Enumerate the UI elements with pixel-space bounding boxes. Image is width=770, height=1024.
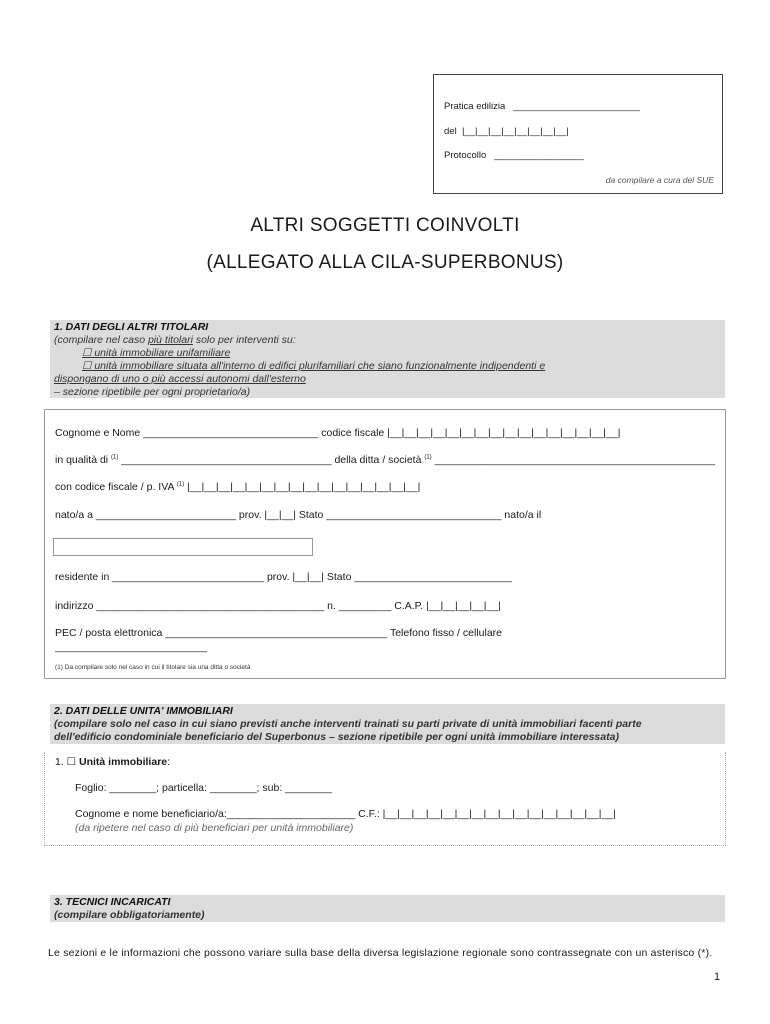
office-note: da compilare a cura del SUE — [605, 175, 714, 185]
residente-row[interactable]: residente in __________________________ prov. |__|__| Stato ___________________________ — [55, 571, 512, 583]
pratica-label: Pratica edilizia — [444, 101, 506, 112]
del-line[interactable]: |__|__|__|__|__|__|__|__| — [461, 126, 569, 137]
section-1-subtitle: (compilare nel caso più titolari solo per interventi su: — [54, 334, 296, 346]
codice-fiscale-piva-row[interactable]: con codice fiscale / p. IVA $^{(1)}$ |__|__|__|__|__|__|__|__|__|__|__|__|__|__|__|__| — [55, 481, 421, 493]
beneficiario-row[interactable]: Cognome e nome beneficiario/a:______________________ C.F.: |__|__|__|__|__|__|__|__|__|__|__|__|__|__|__|__| — [75, 808, 616, 820]
pec-telefono-row[interactable]: PEC / posta elettronica ______________________________________ Telefono fisso / cellulare — [55, 627, 502, 639]
beneficiario-note: (da ripetere nel caso di più beneficiari per unità immobiliare) — [75, 822, 354, 834]
section-1-header — [50, 320, 725, 398]
section-2-subtitle-2: dell'edificio condominiale beneficiario del Superbonus – sezione ripetibile per ogni unità immobiliare interessata) — [54, 731, 619, 743]
del-row[interactable] — [444, 126, 569, 137]
section-2-title: 2. DATI DELLE UNITA' IMMOBILIARI — [54, 705, 233, 717]
section-1-title: 1. DATI DEGLI ALTRI TITOLARI — [54, 321, 209, 333]
section-1-option-plurifamiliare[interactable]: ☐ unità immobiliare situata all'interno di edifici plurifamiliari che siano funzionalmente indipendenti e — [82, 360, 546, 372]
data-nascita-input[interactable] — [53, 538, 313, 556]
page-subtitle: (ALLEGATO ALLA CILA-SUPERBONUS) — [206, 252, 564, 273]
section-1-repeat-note: – sezione ripetibile per ogni proprietario/a) — [54, 386, 251, 398]
pratica-line[interactable]: ________________________ — [513, 101, 640, 112]
footer-note: Le sezioni e le informazioni che possono variare sulla base della diversa legislazione regionale sono contrassegnate con un asterisco (*). — [48, 947, 713, 959]
cognome-row[interactable]: Cognome e Nome ______________________________ codice fiscale |__|__|__|__|__|__|__|__|__|__|__|__|__|__|__|__| — [55, 427, 621, 439]
protocollo-row[interactable] — [444, 150, 584, 161]
indirizzo-row[interactable]: indirizzo _______________________________________ n. _________ C.A.P. |__|__|__|__|__| — [55, 600, 501, 612]
section-1-option-unifamiliare[interactable]: ☐ unità immobiliare unifamiliare — [82, 347, 231, 359]
section-2-subtitle-1: (compilare solo nel caso in cui siano previsti anche interventi trainati su parti private di unità immobiliari facenti parte — [54, 718, 642, 730]
unita-immobiliare-form — [44, 752, 726, 846]
protocollo-label: Protocollo — [444, 150, 487, 161]
unita-immobiliare-checkbox-row[interactable]: 1. ☐ Unità immobiliare: — [55, 756, 171, 768]
titolare-form — [44, 409, 726, 679]
nato-row[interactable]: nato/a a ________________________ prov. |__|__| Stato ______________________________ nato/a il — [55, 509, 542, 521]
page-number: 1 — [714, 971, 721, 983]
protocollo-line[interactable]: _________________ — [494, 150, 584, 161]
section-2-header — [50, 704, 725, 744]
footnote: (1) Da compilare solo nel caso in cui il titolare sia una ditta o società — [55, 664, 251, 671]
pec-telefono-line[interactable]: __________________________ — [55, 641, 207, 653]
page-title: ALTRI SOGGETTI COINVOLTI — [250, 215, 520, 236]
pratica-edilizia-row[interactable] — [444, 101, 640, 112]
section-3-subtitle: (compilare obbligatoriamente) — [54, 909, 205, 921]
foglio-row[interactable]: Foglio: ________; particella: ________; sub: ________ — [75, 782, 332, 794]
section-3-header — [50, 895, 725, 922]
section-3-title: 3. TECNICI INCARICATI — [54, 896, 171, 908]
office-box — [433, 74, 723, 194]
del-label: del — [444, 126, 457, 137]
qualita-row[interactable]: in qualità di $^{(1)}$ ____________________________________ della ditta / società $^{(1)}$ ________________________________________________ — [55, 454, 715, 466]
section-1-option-plurifamiliare-cont: dispongano di uno o più accessi autonomi dall'esterno — [54, 373, 306, 385]
